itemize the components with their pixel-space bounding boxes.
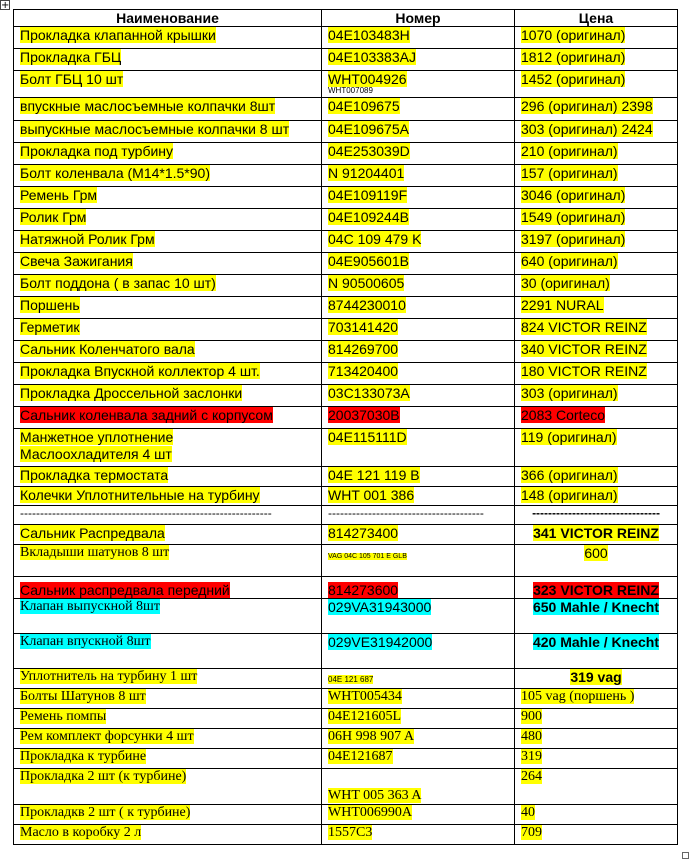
cell-price: 319 — [515, 749, 678, 769]
cell-number: 04E121605L — [322, 709, 515, 729]
cell-number: 8744230010 — [322, 297, 515, 319]
table-row — [14, 121, 678, 143]
table-row — [14, 429, 678, 467]
table-row — [14, 363, 678, 385]
cell-price: 3046 (оригинал) — [515, 187, 678, 209]
cell-price: 340 VICTOR REINZ — [515, 341, 678, 363]
cell-number: 04E103383AJ — [322, 49, 515, 71]
cell-number-sub: WHT007089 — [328, 86, 373, 95]
cell-number: WHT005434 — [322, 689, 515, 709]
cell-number: 04E905601B — [322, 253, 515, 275]
cell-number: 029VE31942000 — [322, 634, 515, 669]
cell-number: 04E103483H — [322, 27, 515, 49]
cell-price: 341 VICTOR REINZ — [515, 525, 678, 545]
cell-number: N 91204401 — [322, 165, 515, 187]
cell-name: Болты Шатунов 8 шт — [14, 689, 322, 709]
table-row — [14, 385, 678, 407]
cell-name: Клапан впускной 8шт — [14, 634, 322, 669]
cell-name: Болт ГБЦ 10 шт — [14, 71, 322, 98]
cell-name: Прокладкв 2 шт ( к турбине) — [14, 805, 322, 825]
cell-name: впускные маслосъемные колпачки 8шт — [14, 98, 322, 121]
cell-number: 814273400 — [322, 525, 515, 545]
cell-number: 03C133073A — [322, 385, 515, 407]
header-price: Цена — [515, 10, 678, 27]
cell-name: Прокладка Дроссельной заслонки — [14, 385, 322, 407]
cell-number: 04E109675A — [322, 121, 515, 143]
cell-number: 04E115111D — [322, 429, 515, 467]
cell-name: Свеча Зажигания — [14, 253, 322, 275]
table-row — [14, 253, 678, 275]
cell-name: --------------------------------------------------------------- — [14, 506, 322, 525]
cell-price: 824 VICTOR REINZ — [515, 319, 678, 341]
table-row — [14, 49, 678, 71]
cell-name: Прокладка термостата — [14, 467, 322, 487]
cell-number: 04E253039D — [322, 143, 515, 165]
cell-name: Ремень помпы — [14, 709, 322, 729]
cell-name: Прокладка под турбину — [14, 143, 322, 165]
table-row — [14, 341, 678, 363]
table-row — [14, 143, 678, 165]
cell-price: 180 VICTOR REINZ — [515, 363, 678, 385]
cell-name: Масло в коробку 2 л — [14, 825, 322, 845]
cell-name: Прокладка ГБЦ — [14, 49, 322, 71]
cell-number: 703141420 — [322, 319, 515, 341]
cell-name: Манжетное уплотнение Маслоохладителя 4 шт — [14, 429, 322, 467]
cell-number: 04C 109 479 K — [322, 231, 515, 253]
cell-name: Вкладыши шатунов 8 шт — [14, 545, 322, 577]
cell-name: Герметик — [14, 319, 322, 341]
table-row — [14, 805, 678, 825]
header-number: Номер — [322, 10, 515, 27]
cell-price: 1812 (оригинал) — [515, 49, 678, 71]
cell-number: 029VA31943000 — [322, 599, 515, 634]
cell-name: Поршень — [14, 297, 322, 319]
parts-table — [13, 9, 678, 845]
table-row — [14, 27, 678, 49]
table-row — [14, 689, 678, 709]
cell-price: 640 (оригинал) — [515, 253, 678, 275]
cell-price: 2083 Corteco — [515, 407, 678, 429]
table-row — [14, 769, 678, 805]
cell-number: WHT004926 WHT007089 — [322, 71, 515, 98]
cell-number: --------------------------------------- — [322, 506, 515, 525]
cell-name: Сальник коленвала задний с корпусом — [14, 407, 322, 429]
table-row — [14, 231, 678, 253]
table-move-anchor-icon[interactable]: + — [1, 0, 10, 11]
cell-price: 303 (оригинал) 2424 — [515, 121, 678, 143]
table-row — [14, 487, 678, 506]
table-row — [14, 545, 678, 577]
cell-price: 420 Mahle / Knecht — [515, 634, 678, 669]
cell-price: 40 — [515, 805, 678, 825]
cell-price: 900 — [515, 709, 678, 729]
cell-price: -------------------------------- — [515, 506, 678, 525]
cell-price: 296 (оригинал) 2398 — [515, 98, 678, 121]
table-row — [14, 525, 678, 545]
cell-number: 814269700 — [322, 341, 515, 363]
cell-name: Прокладка 2 шт (к турбине) — [14, 769, 322, 805]
cell-name: Прокладка клапанной крышки — [14, 27, 322, 49]
cell-price: 650 Mahle / Knecht — [515, 599, 678, 634]
cell-price: 480 — [515, 729, 678, 749]
cell-name: Сальник Коленчатого вала — [14, 341, 322, 363]
cell-name: Рем комплект форсунки 4 шт — [14, 729, 322, 749]
cell-number: 04E 121 119 B — [322, 467, 515, 487]
cell-number: 06H 998 907 A — [322, 729, 515, 749]
cell-name: Прокладка к турбине — [14, 749, 322, 769]
table-row — [14, 165, 678, 187]
separator-row — [14, 506, 678, 525]
table-row — [14, 71, 678, 98]
cell-name: Болт поддона ( в запас 10 шт) — [14, 275, 322, 297]
table-row — [14, 187, 678, 209]
table-row — [14, 634, 678, 669]
cell-price: 1549 (оригинал) — [515, 209, 678, 231]
cell-price: 210 (оригинал) — [515, 143, 678, 165]
cell-number: 04E 121 687 — [322, 669, 515, 689]
cell-price: 319 vag — [515, 669, 678, 689]
cell-price: 366 (оригинал) — [515, 467, 678, 487]
table-row — [14, 749, 678, 769]
cell-price: 1452 (оригинал) — [515, 71, 678, 98]
cell-name: Сальник Распредвала — [14, 525, 322, 545]
cell-price: 119 (оригинал) — [515, 429, 678, 467]
cell-name: Ремень Грм — [14, 187, 322, 209]
table-row — [14, 709, 678, 729]
table-row — [14, 825, 678, 845]
cell-number: 814273600 — [322, 577, 515, 599]
cell-name: Клапан выпускной 8шт — [14, 599, 322, 634]
header-name: Наименование — [14, 10, 322, 27]
cell-name: Натяжной Ролик Грм — [14, 231, 322, 253]
cell-name: Прокладка Впускной коллектор 4 шт. — [14, 363, 322, 385]
table-row — [14, 297, 678, 319]
table-row — [14, 275, 678, 297]
cell-price: 3197 (оригинал) — [515, 231, 678, 253]
table-row — [14, 669, 678, 689]
cell-price: 264 — [515, 769, 678, 805]
cell-price: 600 — [515, 545, 678, 577]
table-header-row — [14, 10, 678, 27]
cell-price: 105 vag (поршень ) — [515, 689, 678, 709]
table-row — [14, 467, 678, 487]
cell-price: 30 (оригинал) — [515, 275, 678, 297]
cell-price: 303 (оригинал) — [515, 385, 678, 407]
cell-number: 713420400 — [322, 363, 515, 385]
table-resize-corner-icon[interactable] — [682, 852, 689, 859]
cell-price: 1070 (оригинал) — [515, 27, 678, 49]
cell-name: Ролик Грм — [14, 209, 322, 231]
cell-number: 04E109119F — [322, 187, 515, 209]
table-row — [14, 407, 678, 429]
cell-number: 04E109675 — [322, 98, 515, 121]
cell-name: Уплотнитель на турбину 1 шт — [14, 669, 322, 689]
cell-price: 148 (оригинал) — [515, 487, 678, 506]
cell-name: Болт коленвала (М14*1.5*90) — [14, 165, 322, 187]
cell-price: 157 (оригинал) — [515, 165, 678, 187]
cell-number: 04E121687 — [322, 749, 515, 769]
cell-number: 04E109244B — [322, 209, 515, 231]
cell-number: VAG 04C 105 701 E GLB — [322, 545, 515, 577]
cell-number: 1557C3 — [322, 825, 515, 845]
cell-number: WHT 005 363 A — [322, 769, 515, 805]
table-row — [14, 98, 678, 121]
cell-number: N 90500605 — [322, 275, 515, 297]
cell-price: 323 VICTOR REINZ — [515, 577, 678, 599]
cell-name: Сальник распредвала передний — [14, 577, 322, 599]
table-row — [14, 599, 678, 634]
cell-name: выпускные маслосъемные колпачки 8 шт — [14, 121, 322, 143]
table-row — [14, 729, 678, 749]
cell-number: WHT 001 386 — [322, 487, 515, 506]
cell-price: 2291 NURAL — [515, 297, 678, 319]
table-row — [14, 209, 678, 231]
cell-name: Колечки Уплотнительные на турбину — [14, 487, 322, 506]
cell-number: 20037030B — [322, 407, 515, 429]
cell-number: WHT006990A — [322, 805, 515, 825]
cell-price: 709 — [515, 825, 678, 845]
table-row — [14, 319, 678, 341]
table-row — [14, 577, 678, 599]
